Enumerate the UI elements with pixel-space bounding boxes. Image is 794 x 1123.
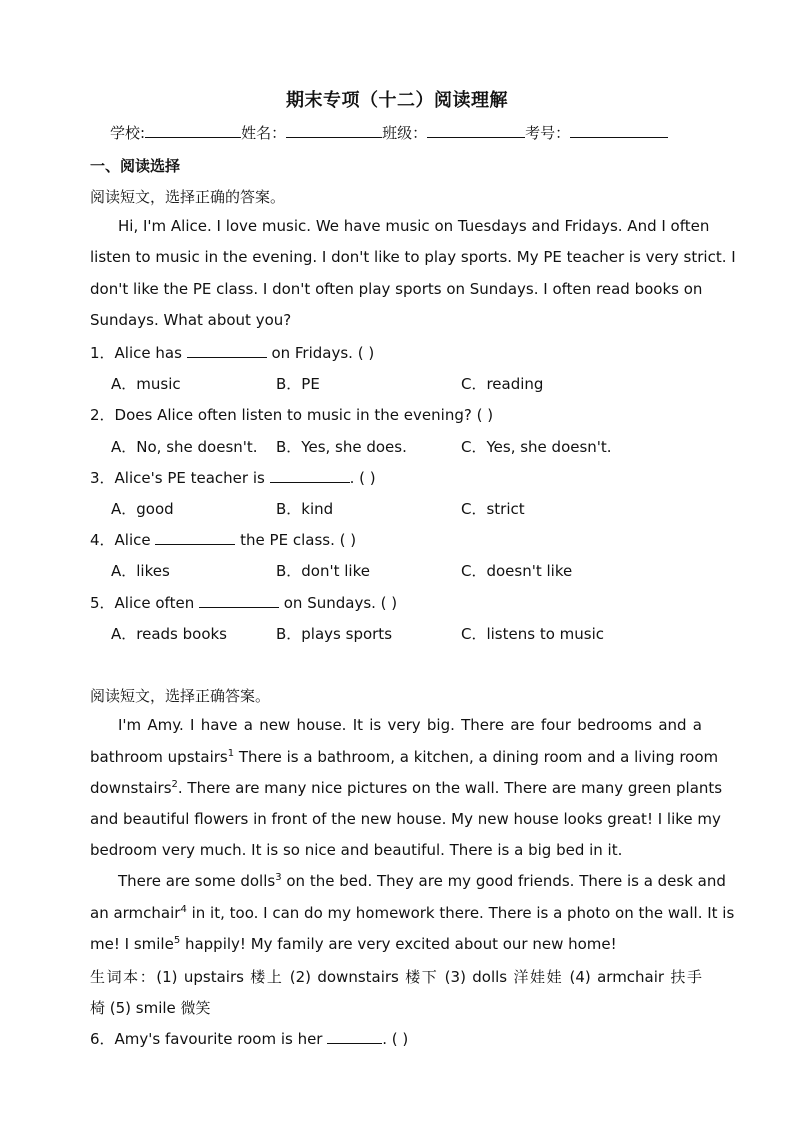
section-heading: 一、阅读选择: [90, 157, 181, 175]
school-blank[interactable]: [145, 122, 241, 138]
passage-line: don't like the PE class. I don't often play sports on Sundays. I often read books on: [90, 280, 703, 298]
option-b[interactable]: B．don't like: [276, 562, 370, 580]
option-a[interactable]: A．reads books: [111, 625, 228, 643]
option-c[interactable]: C．strict: [461, 500, 525, 518]
answer-blank[interactable]: [199, 593, 279, 608]
question-6: 6．Amy's favourite room is her . ( ): [90, 1030, 409, 1048]
question-1: 1．Alice has on Fridays. ( ): [90, 344, 375, 362]
option-c[interactable]: C．doesn't like: [461, 562, 573, 580]
instruction-text: 阅读短文，选择正确的答案。: [90, 188, 286, 206]
passage-line: me! I smile$^5$ happily! My family are very excited about our new home!: [90, 935, 617, 953]
answer-blank[interactable]: [187, 343, 267, 358]
vocabulary-list: 椅 (5) smile 微笑: [90, 999, 211, 1017]
student-info-line: [110, 122, 668, 143]
passage-line: an armchair$^4$ in it, too. I can do my homework there. There is a photo on the wall. It is: [90, 904, 735, 922]
answer-blank[interactable]: [327, 1029, 382, 1044]
exam-number-label: 考号：: [525, 124, 571, 142]
question-5: 5．Alice often on Sundays. ( ): [90, 594, 398, 612]
school-label: 学校:: [110, 124, 146, 142]
answer-blank[interactable]: [155, 530, 235, 545]
name-label: 姓名：: [241, 124, 287, 142]
exam-number-blank[interactable]: [570, 122, 668, 138]
instruction-text: 阅读短文，选择正确答案。: [90, 687, 271, 705]
option-b[interactable]: B．plays sports: [276, 625, 393, 643]
passage-line: Sundays. What about you?: [90, 311, 292, 329]
passage-line: listen to music in the evening. I don't like to play sports. My PE teacher is very strict. I: [90, 248, 736, 266]
class-blank[interactable]: [427, 122, 525, 138]
option-b[interactable]: B．kind: [276, 500, 334, 518]
question-3: 3．Alice's PE teacher is . ( ): [90, 469, 376, 487]
option-b[interactable]: B．PE: [276, 375, 320, 393]
passage-line: downstairs$^2$. There are many nice pictures on the wall. There are many green plants: [90, 779, 723, 797]
vocabulary-list: 生词本：(1) upstairs 楼上 (2) downstairs 楼下 (3) dolls 洋娃娃 (4) armchair 扶手: [90, 968, 702, 986]
option-c[interactable]: C．Yes, she doesn't.: [461, 438, 612, 456]
option-b[interactable]: B．Yes, she does.: [276, 438, 407, 456]
question-2: 2．Does Alice often listen to music in the evening? ( ): [90, 406, 494, 424]
name-blank[interactable]: [286, 122, 382, 138]
passage-line: bedroom very much. It is so nice and beautiful. There is a big bed in it.: [90, 841, 623, 859]
option-a[interactable]: A．No, she doesn't.: [111, 438, 258, 456]
passage-line: I'm Amy. I have a new house. It is very big. There are four bedrooms and a: [118, 716, 702, 734]
option-a[interactable]: A．likes: [111, 562, 170, 580]
class-label: 班级：: [382, 124, 428, 142]
passage-line: and beautiful flowers in front of the new house. My new house looks great! I like my: [90, 810, 721, 828]
option-a[interactable]: A．music: [111, 375, 181, 393]
passage-line: bathroom upstairs$^1$ There is a bathroom, a kitchen, a dining room and a living room: [90, 748, 719, 766]
answer-blank[interactable]: [270, 468, 350, 483]
option-a[interactable]: A．good: [111, 500, 174, 518]
option-c[interactable]: C．reading: [461, 375, 544, 393]
option-c[interactable]: C．listens to music: [461, 625, 604, 643]
question-4: 4．Alice the PE class. ( ): [90, 531, 357, 549]
page-title: 期末专项（十二）阅读理解: [286, 90, 508, 111]
passage-line: Hi, I'm Alice. I love music. We have music on Tuesdays and Fridays. And I often: [118, 217, 710, 235]
passage-line: There are some dolls$^3$ on the bed. They are my good friends. There is a desk and: [118, 872, 726, 890]
